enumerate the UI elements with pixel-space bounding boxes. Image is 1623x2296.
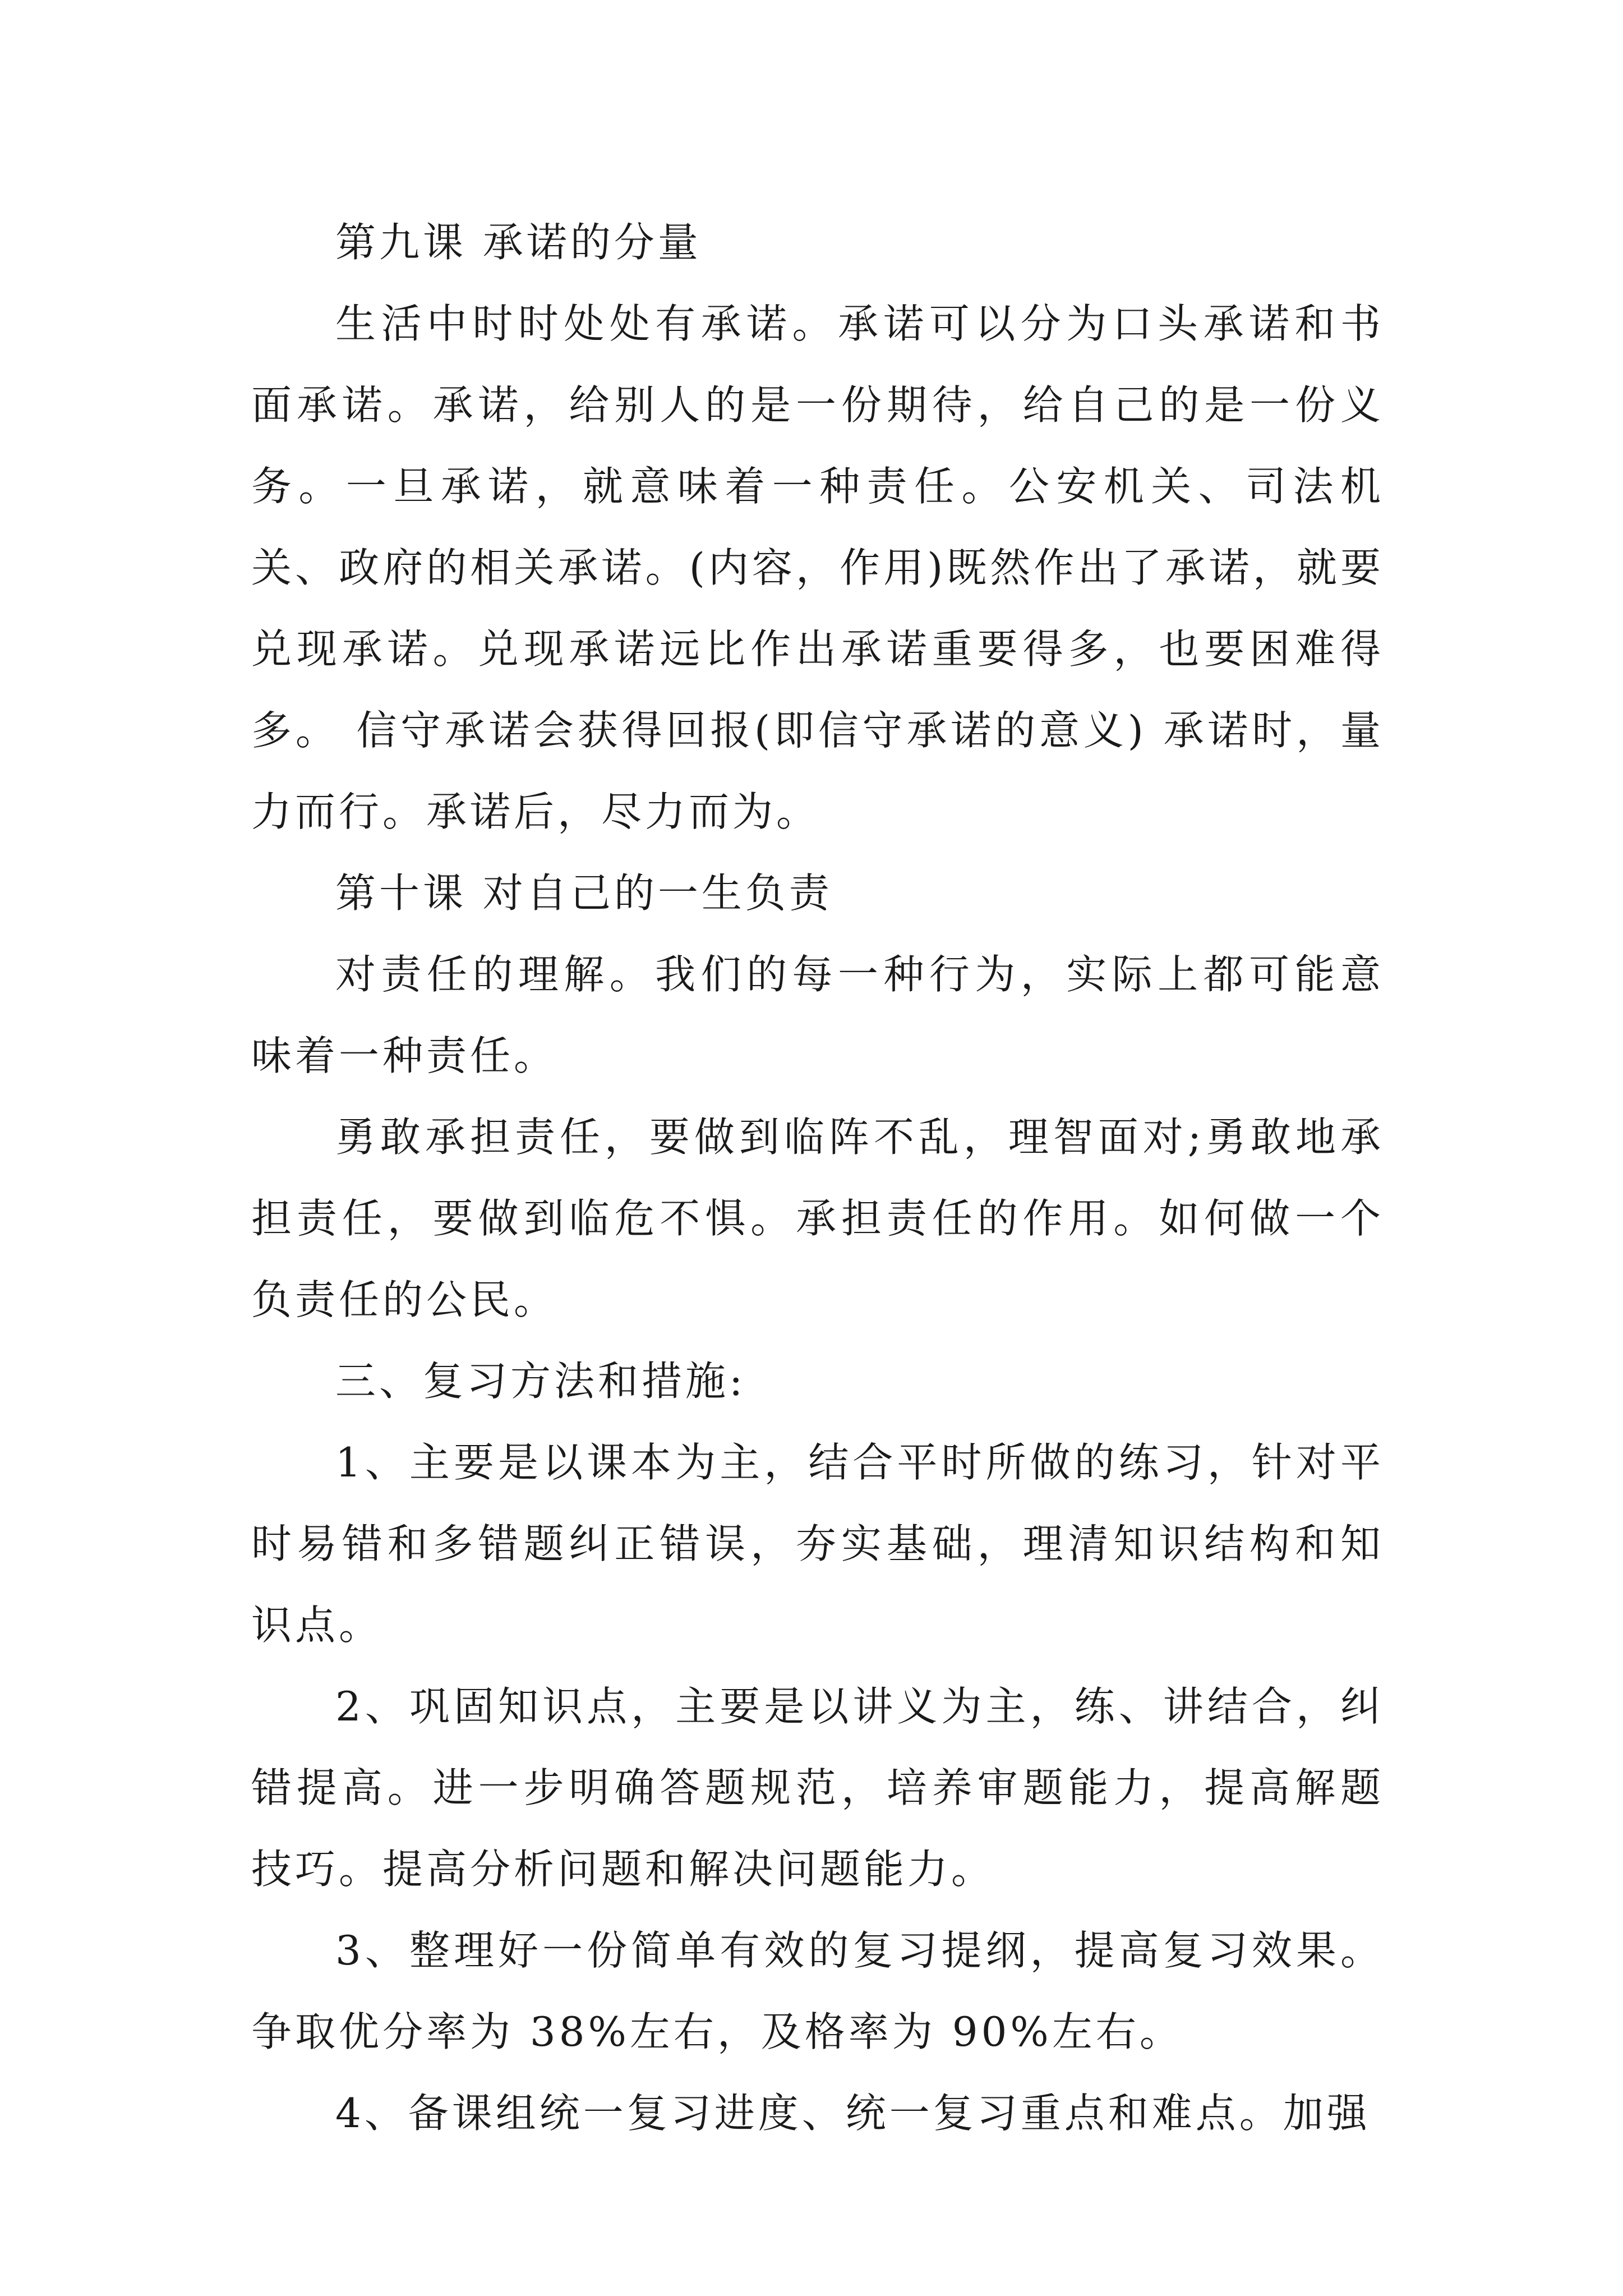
review-method-item-3: 3、整理好一份简单有效的复习提纲，提高复习效果。争取优分率为 38%左右，及格率为 90%左右。 — [251, 1927, 1384, 2055]
lesson-ten-heading: 第十课 对自己的一生负责 — [335, 869, 833, 917]
responsibility-understanding-paragraph: 对责任的理解。我们的每一种行为，实际上都可能意味着一种责任。 — [251, 951, 1384, 1079]
review-method-item-1: 1、主要是以课本为主，结合平时所做的练习，针对平时易错和多错题纠正错误，夯实基础，理清知识结构和知识点。 — [251, 1439, 1384, 1649]
lesson-nine-paragraph: 生活中时时处处有承诺。承诺可以分为口头承诺和书面承诺。承诺，给别人的是一份期待，给自己的是一份义务。一旦承诺，就意味着一种责任。公安机关、司法机关、政府的相关承诺。(内容，作用)既然作出了承诺，就要兑现承诺。兑现承诺远比作出承诺重要得多，也要困难得多。 信守承诺会获得回报(即信守承诺的意义) 承诺时，量力而行。承诺后，尽力而为。 — [251, 300, 1384, 835]
bear-responsibility-paragraph: 勇敢承担责任，要做到临阵不乱，理智面对;勇敢地承担责任，要做到临危不惧。承担责任的作用。如何做一个负责任的公民。 — [251, 1114, 1384, 1323]
review-method-item-2: 2、巩固知识点，主要是以讲义为主，练、讲结合，纠错提高。进一步明确答题规范，培养审题能力，提高解题技巧。提高分析问题和解决问题能力。 — [251, 1683, 1384, 1893]
review-methods-heading: 三、复习方法和措施: — [335, 1358, 746, 1405]
review-method-item-4: 4、备课组统一复习进度、统一复习重点和难点。加强 — [335, 2090, 1371, 2137]
document-body — [251, 202, 1384, 2154]
lesson-nine-heading: 第九课 承诺的分量 — [335, 219, 702, 266]
